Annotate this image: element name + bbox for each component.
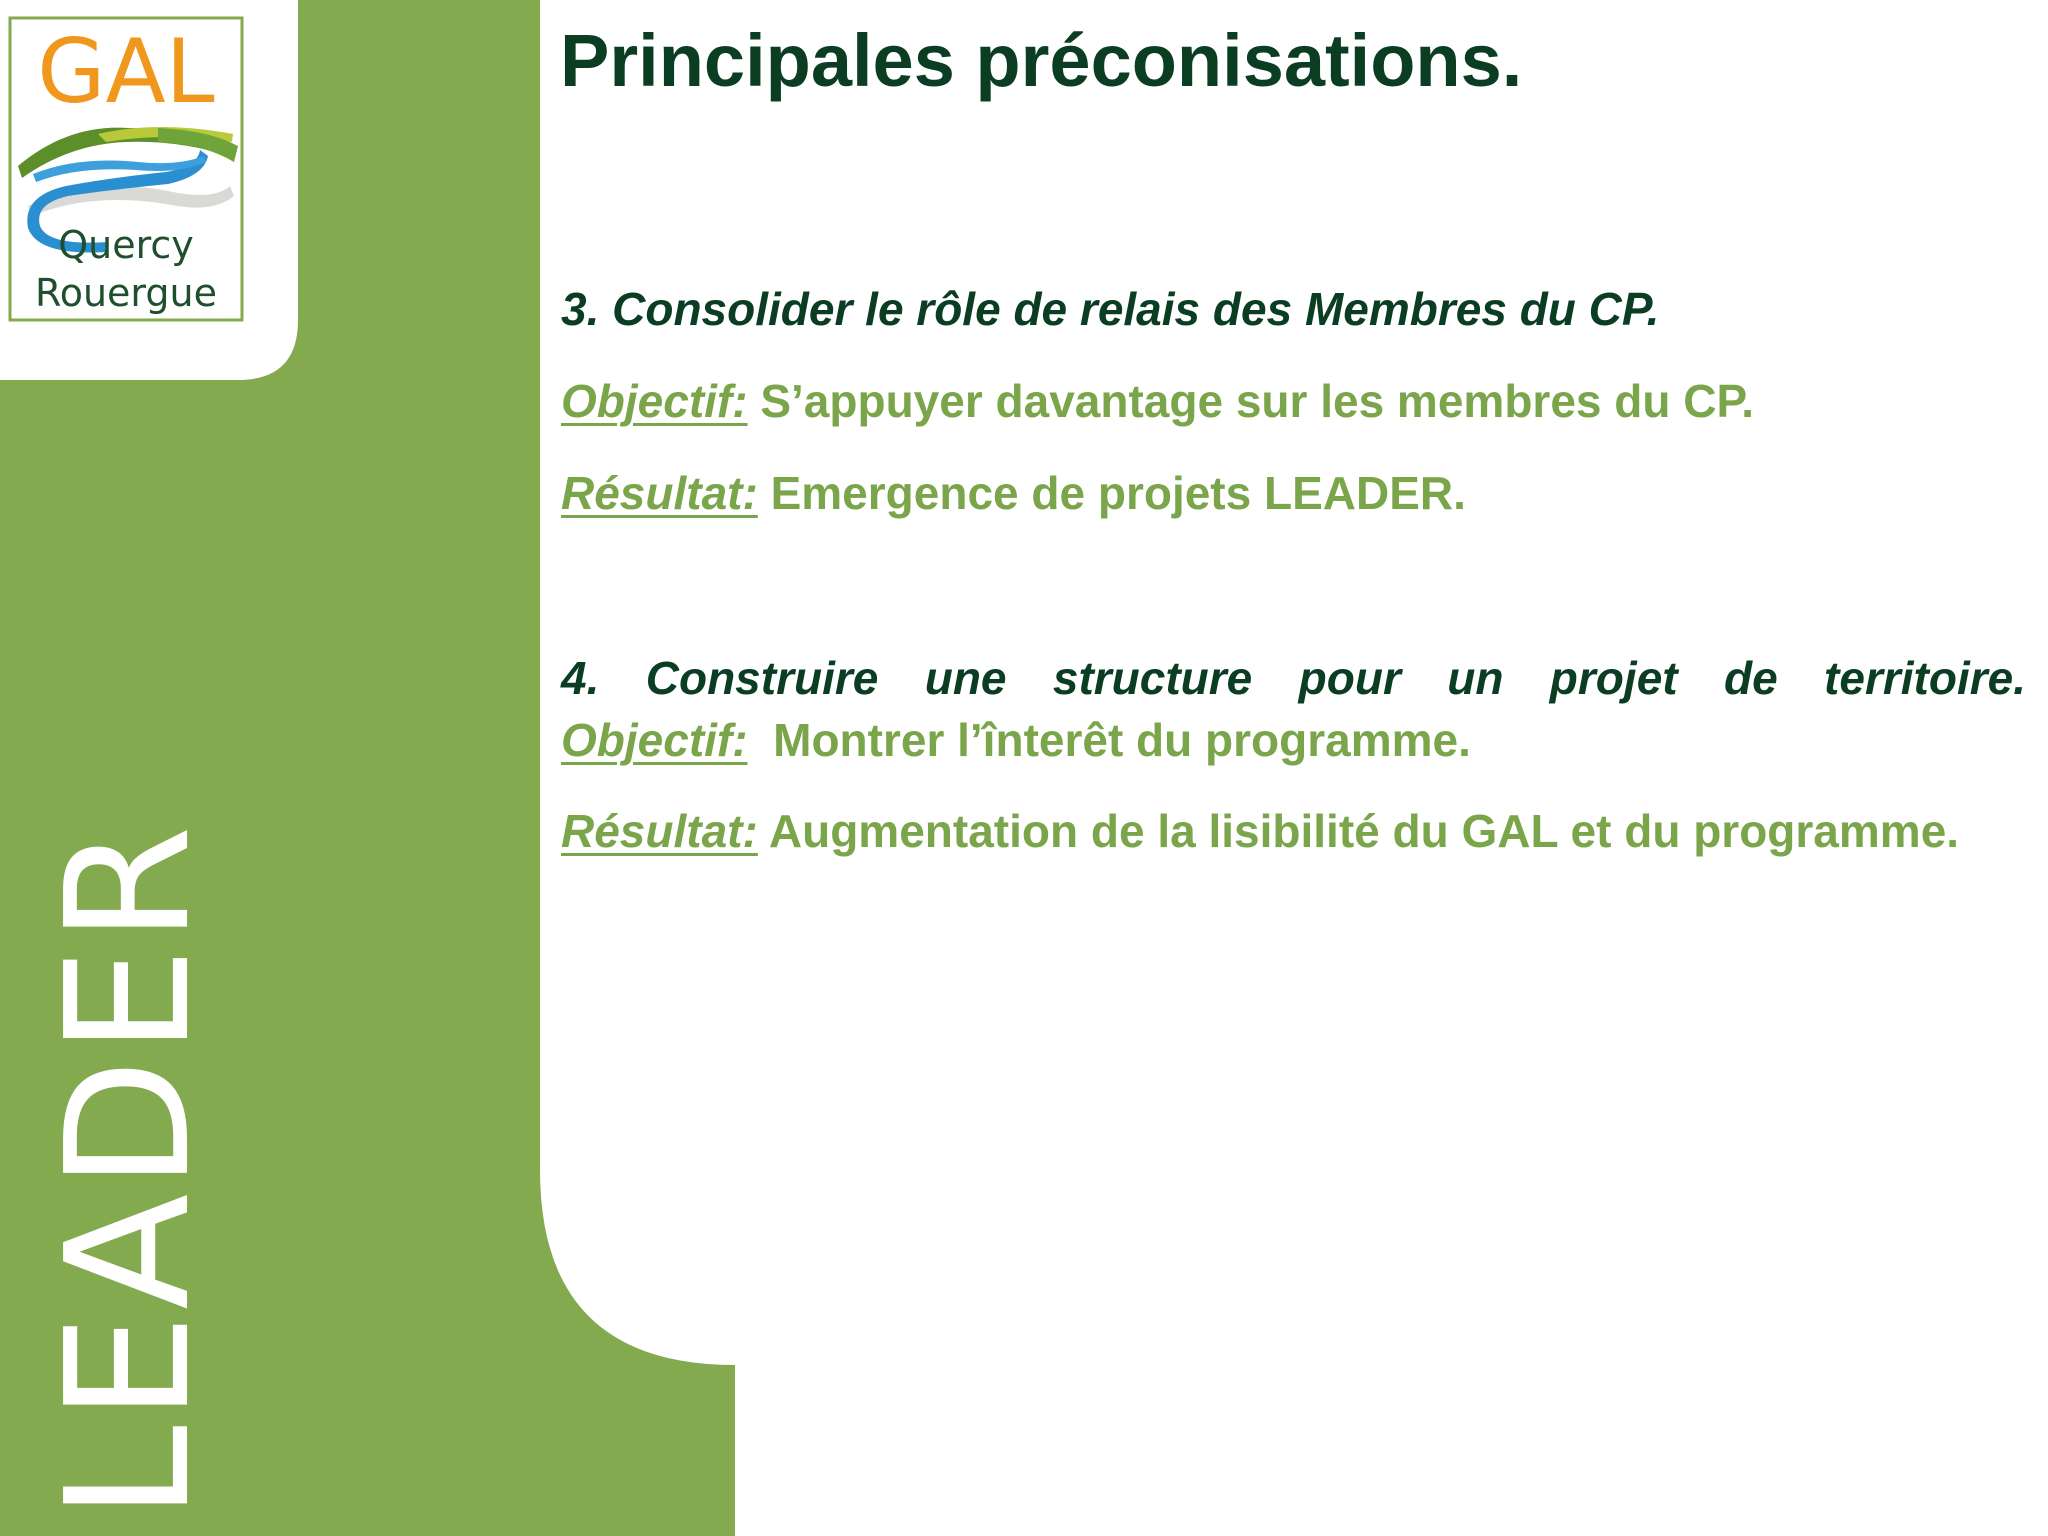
logo-quercy-text: Quercy — [58, 223, 194, 267]
logo-rouergue-text: Rouergue — [35, 271, 217, 315]
section-3 — [561, 278, 2026, 340]
resultat-text: Augmentation de la lisibilité du GAL et du programme. — [768, 805, 1960, 857]
objectif-label: Objectif: — [561, 714, 748, 766]
section-3-objectif — [561, 370, 2026, 432]
section-4 — [561, 647, 2026, 709]
section-3-resultat — [561, 462, 2026, 524]
objectif-text: Montrer l’înterêt du programme. — [773, 714, 1471, 766]
resultat-label: Résultat: — [561, 467, 758, 519]
section-4-objectif — [561, 709, 2026, 771]
section-3-heading: 3. Consolider le rôle de relais des Membres du CP. — [561, 283, 1660, 335]
objectif-text: S’appuyer davantage sur les membres du CP. — [760, 375, 1754, 427]
resultat-text: Emergence de projets LEADER. — [770, 467, 1466, 519]
leader-vertical-label: LEADER — [30, 821, 228, 1520]
section-4-resultat — [561, 800, 2026, 862]
page-title: Principales préconisations. — [560, 19, 1523, 102]
gal-logo — [8, 16, 244, 322]
resultat-label: Résultat: — [561, 805, 758, 857]
section-4-heading: 4. Construire une structure pour un projet de territoire. — [561, 652, 2026, 704]
objectif-label: Objectif: — [561, 375, 748, 427]
logo-gal-text: GAL — [37, 20, 215, 123]
